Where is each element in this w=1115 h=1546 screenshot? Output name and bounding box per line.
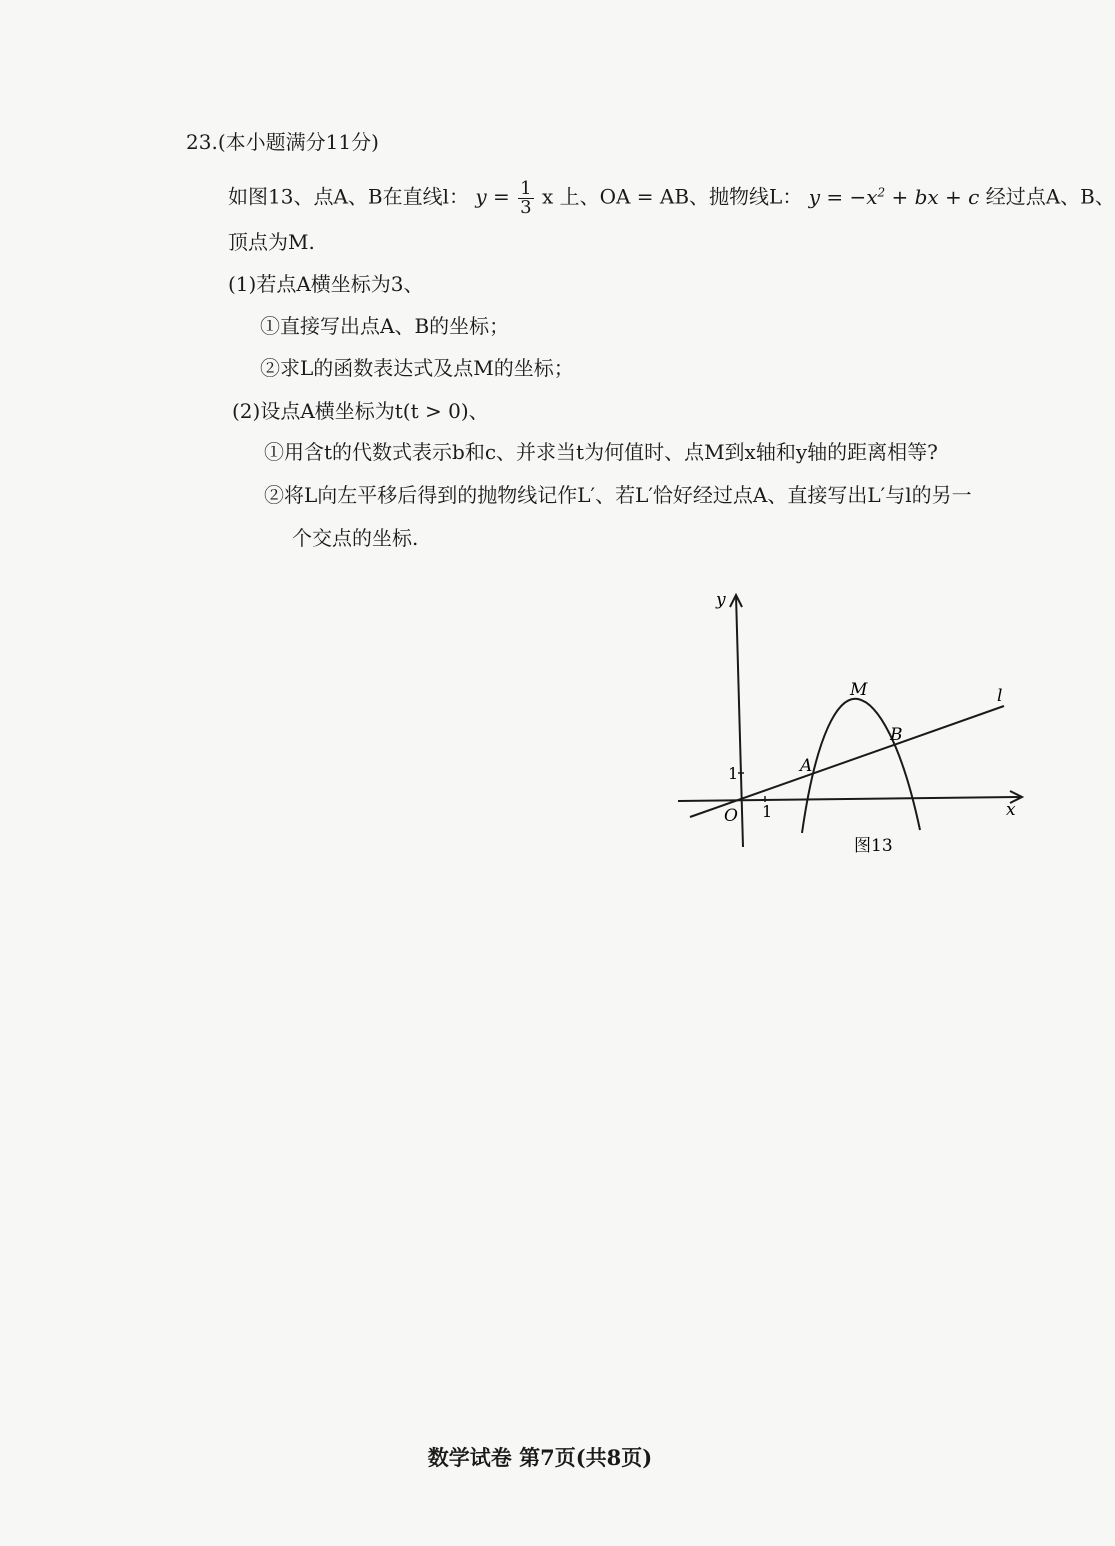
stem-line1-mid: x 上、OA = AB、抛物线L： [541,184,803,209]
parabola-suffix: + bx + c [885,184,980,209]
fraction-numerator: 1 [520,177,532,199]
part1-label: (1)若点A横坐标为3、 [228,272,424,296]
part2-item2-line1: ②将L向左平移后得到的抛物线记作L′、若L′恰好经过点A、直接写出L′与l的另一 [264,483,972,507]
stem-y-eq: y = [475,184,510,209]
figure-13 [670,585,1030,865]
figure-caption: 图13 [854,836,893,856]
y-one-label: 1 [728,764,739,783]
part1-item1: ①直接写出点A、B的坐标； [260,314,510,338]
fraction-one-third [518,177,533,218]
origin-label: O [724,806,738,826]
part2-label: (2)设点A横坐标为t(t > 0)、 [232,399,489,423]
x-axis [678,797,1022,801]
line-l [690,706,1004,817]
question-number: 23. [186,130,218,154]
line-l-label: l [997,686,1003,706]
point-B-label: B [890,725,903,745]
score-note: (本小题满分11分) [217,130,379,154]
point-A-label: A [800,756,813,776]
part1-item2: ②求L的函数表达式及点M的坐标； [260,356,574,380]
part2-item2-line2: 个交点的坐标. [292,526,419,550]
x-one-label: 1 [762,802,773,821]
page-footer: 数学试卷 第7页(共8页) [427,1445,653,1470]
stem-line1-end: 经过点A、B、 [985,184,1115,209]
parabola-exponent: 2 [877,185,886,199]
y-axis-label: y [716,590,726,610]
question-header [186,126,379,155]
stem-line-1 [228,178,1115,217]
point-M-label: M [850,680,868,700]
parabola-expression [809,185,980,209]
fraction-denominator: 3 [520,196,532,218]
parabola-prefix: y = −x [808,184,878,209]
stem-line1-prefix: 如图13、点A、B在直线l： [228,184,469,209]
parabola-L [802,699,920,833]
figure-13-svg [670,585,1030,865]
part2-item1: ①用含t的代数式表示b和c、并求当t为何值时、点M到x轴和y轴的距离相等? [264,440,938,464]
x-axis-label: x [1006,800,1016,820]
stem-line-2: 顶点为M. [228,230,315,254]
